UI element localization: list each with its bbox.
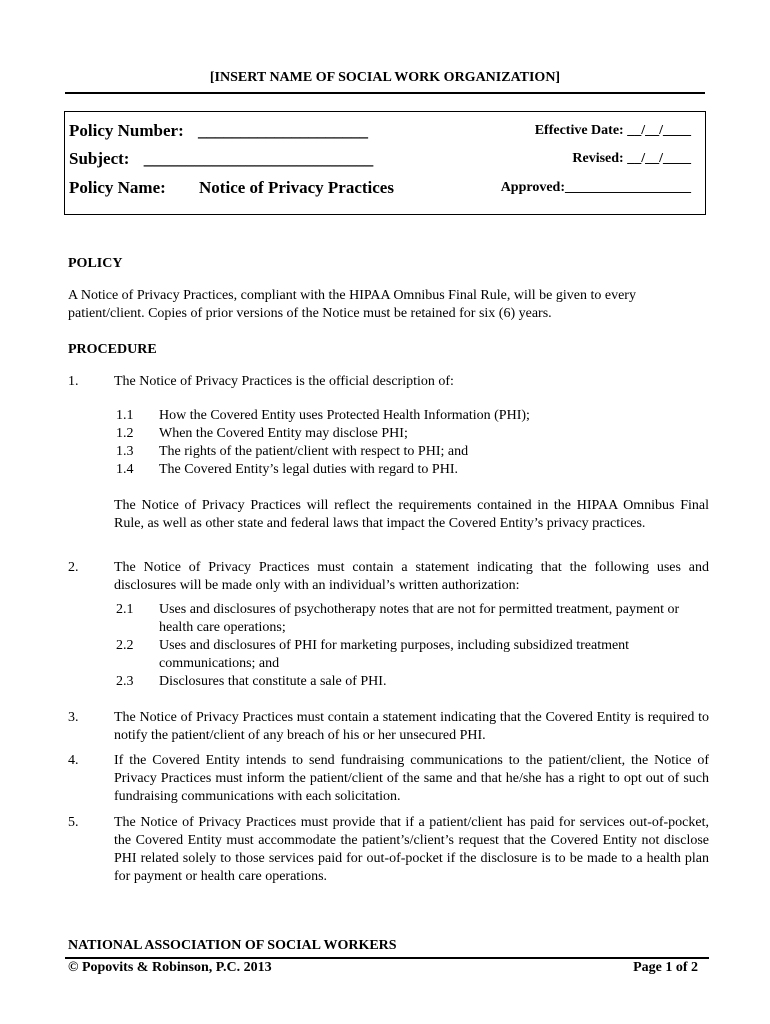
list-item: 2.3 Disclosures that constitute a sale of PHI. <box>116 674 387 689</box>
item-text: The Notice of Privacy Practices is the official description of: <box>114 374 454 389</box>
organization-name-placeholder: [INSERT NAME OF SOCIAL WORK ORGANIZATION] <box>209 70 561 85</box>
policy-text: A Notice of Privacy Practices, compliant with the HIPAA Omnibus Final Rule, will be given to every patient/client. Copies of prior versions of the Notice must be retained for six (6) years. <box>68 288 636 321</box>
procedure-1-sublist <box>116 407 710 479</box>
item-number: 4. <box>68 753 79 768</box>
subject-label: Subject: <box>69 149 130 168</box>
item-text: The Notice of Privacy Practices must contain a statement indicating that the following uses and disclosures will be made only with an individual’s written authorization: <box>114 560 709 593</box>
item-text: If the Covered Entity intends to send fundraising communications to the patient/client, the Notice of Privacy Practices must inform the patient/client of the same and that he/she has a right to opt out of such fundraising communications with each solicitation. <box>114 753 709 804</box>
policy-heading: POLICY <box>68 256 123 271</box>
item-number: 1. <box>68 374 79 389</box>
approved-field: Approved:__________________ <box>500 180 691 195</box>
procedure-heading: PROCEDURE <box>68 342 157 357</box>
list-item: 1.3 The rights of the patient/client with respect to PHI; and <box>116 444 469 459</box>
item-text: The Notice of Privacy Practices must contain a statement indicating that the Covered Entity is required to notify the patient/client of any breach of his or her unsecured PHI. <box>114 710 709 743</box>
policy-number-field: ____________________ <box>197 121 368 140</box>
policy-name-value: Notice of Privacy Practices <box>199 178 394 197</box>
list-item: 2.2 Uses and disclosures of PHI for marketing purposes, including subsidized treatment communications; and <box>116 638 630 671</box>
footer-organization: NATIONAL ASSOCIATION OF SOCIAL WORKERS <box>68 938 397 953</box>
item-number: 3. <box>68 710 79 725</box>
procedure-item-1 <box>68 373 709 391</box>
item-text: The Notice of Privacy Practices must provide that if a patient/client has paid for services out-of-pocket, the Covered Entity must accommodate the patient’s/client’s request that the Covered Entity not disclose PHI related solely to those services paid for out-of-pocket if the disclosure is to be made to a health plan for payment or health care operations. <box>114 815 709 884</box>
item-number: 2. <box>68 560 79 575</box>
subject-field: ___________________________ <box>143 149 374 168</box>
header-divider <box>65 92 705 94</box>
procedure-item-5 <box>68 814 709 886</box>
page-number: Page 1 of 2 <box>633 960 698 975</box>
list-item: 1.4 The Covered Entity’s legal duties with regard to PHI. <box>116 462 458 477</box>
procedure-item-2 <box>68 559 709 595</box>
policy-info-box <box>64 111 706 215</box>
list-item: 1.2 When the Covered Entity may disclose PHI; <box>116 426 408 441</box>
procedure-item-4 <box>68 752 709 806</box>
policy-number-label: Policy Number: <box>69 121 184 140</box>
footer-divider <box>65 957 709 959</box>
list-item: 1.1 How the Covered Entity uses Protected Health Information (PHI); <box>116 408 530 423</box>
revised-date-field: Revised: __/__/____ <box>572 151 691 166</box>
list-item: 2.1 Uses and disclosures of psychotherapy notes that are not for permitted treatment, payment or health care operations; <box>116 602 680 635</box>
procedure-item-3 <box>68 709 709 745</box>
procedure-1-followup: The Notice of Privacy Practices will reflect the requirements contained in the HIPAA Omnibus Final Rule, as well as other state and federal laws that impact the Covered Entity’s privacy practices. <box>114 498 709 531</box>
procedure-2-sublist <box>116 601 710 691</box>
footer-copyright: © Popovits & Robinson, P.C. 2013 <box>68 960 272 975</box>
item-number: 5. <box>68 815 79 830</box>
policy-name-label: Policy Name: <box>69 178 166 197</box>
effective-date-field: Effective Date: __/__/____ <box>534 123 691 138</box>
